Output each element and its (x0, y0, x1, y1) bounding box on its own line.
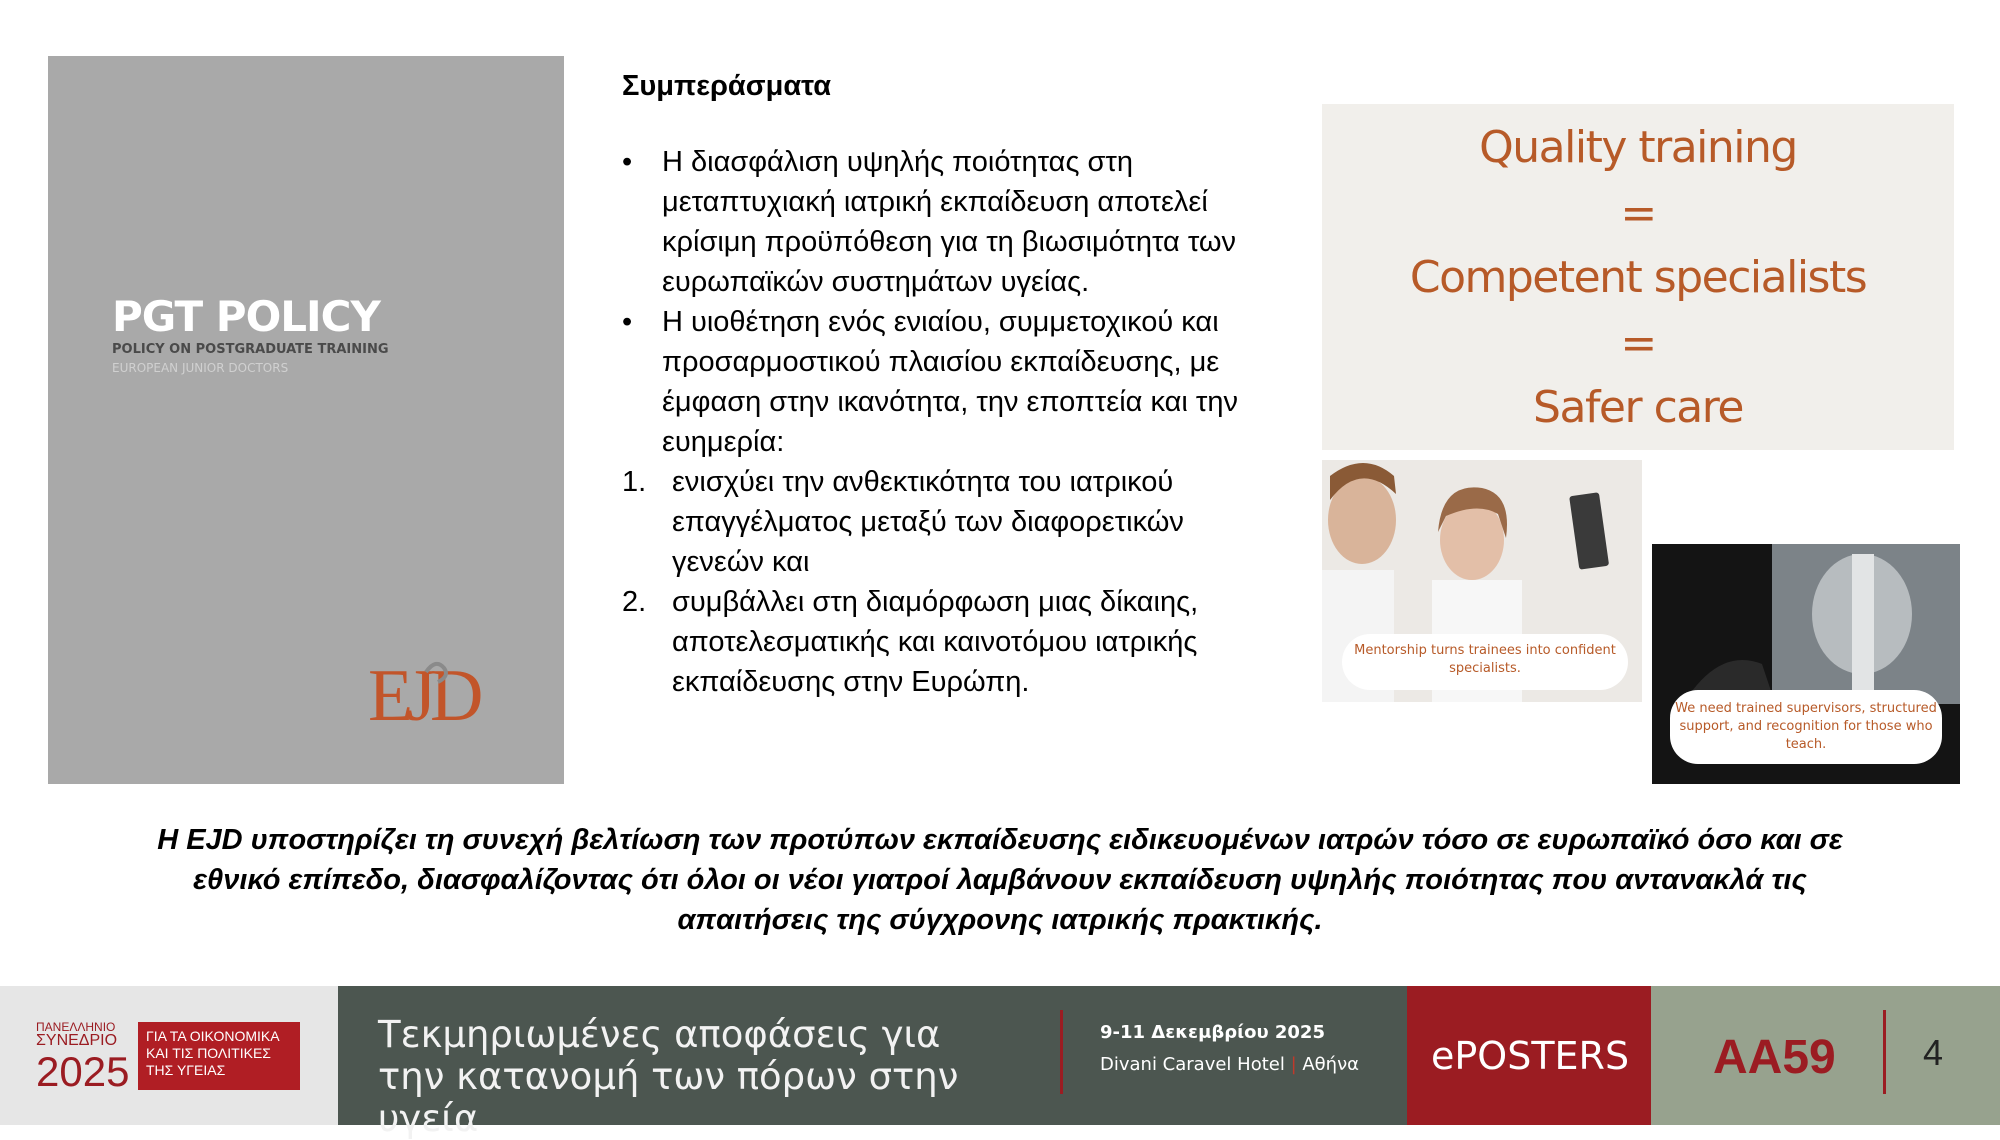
congress-label-2: ΣΥΝΕΔΡΙΟ (36, 1032, 118, 1049)
ejd-logo (368, 642, 508, 742)
bullet-text: Η διασφάλιση υψηλής ποιότητας στη μεταπτυχιακή ιατρική εκπαίδευση αποτελεί κρίσιμη προϋπόθεση για τη βιωσιμότητα των ευρωπαϊκών συστημάτων υγείας. (662, 146, 1237, 298)
congress-label: ΠΑΝΕΛΛΗΝΙΟ (36, 1020, 116, 1034)
congress-year: 2025 (36, 1048, 130, 1095)
numbered-text: ενισχύει την ανθεκτικότητα του ιατρικού επαγγέλματος μεταξύ των διαφορετικών γενεών και (672, 466, 1184, 578)
eposters-block (1407, 986, 1651, 1125)
quality-training-graphic (1322, 104, 1954, 450)
congress-theme: Τεκμηριωμένες αποφάσεις για την κατανομή των πόρων στην υγεία (378, 1013, 959, 1140)
equals-sign: = (1620, 318, 1656, 369)
supervisors-caption: We need trained supervisors, structured support, and recognition for those who teach. (1670, 690, 1942, 764)
bullet-item (622, 142, 1282, 302)
venue-city: Αθήνα (1302, 1054, 1360, 1075)
quality-line: Safer care (1533, 382, 1743, 433)
footer-banner (0, 986, 2000, 1140)
xray-photo (1652, 544, 1960, 784)
eposters-label: ePOSTERS (1431, 1034, 1630, 1078)
pgt-policy-cover (48, 56, 564, 784)
conclusions-title: Συμπεράσματα (622, 70, 832, 102)
bullet-text: Η υιοθέτηση ενός ενιαίου, συμμετοχικού και προσαρμοστικού πλαισίου εκπαίδευσης, με έμφαση στην ικανότητα, την εποπτεία και την ευημερία: (662, 306, 1238, 458)
numbered-text: συμβάλλει στη διαμόρφωση μιας δίκαιης, αποτελεσματικής και καινοτόμου ιατρικής εκπαίδευσης στην Ευρώπη. (672, 586, 1199, 698)
numbered-item (622, 462, 1282, 582)
theme-block (338, 986, 1407, 1140)
quality-line: Competent specialists (1409, 252, 1867, 303)
divider (1060, 1010, 1063, 1094)
conclusions-section (622, 66, 1282, 702)
cover-title: PGT POLICY (112, 292, 380, 341)
congress-tagline: ΓΙΑ ΤΑ ΟΙΚΟΝΟΜΙΚΑ ΚΑΙ ΤΙΣ ΠΟΛΙΤΙΚΕΣ ΤΗΣ ΥΓΕΙΑΣ (138, 1022, 300, 1090)
divider (1883, 1010, 1886, 1094)
mentorship-photo (1322, 460, 1642, 702)
bullet-icon: • (622, 146, 633, 178)
congress-dates: 9-11 Δεκεμβρίου 2025 (1100, 1022, 1325, 1043)
cover-subtitle: POLICY ON POSTGRADUATE TRAINING (112, 342, 389, 357)
bullet-icon: • (622, 306, 633, 338)
cover-org: EUROPEAN JUNIOR DOCTORS (112, 361, 289, 375)
mentorship-caption: Mentorship turns trainees into confident specialists. (1342, 634, 1628, 690)
svg-text:EJD: EJD (368, 655, 478, 737)
summary-statement: Η EJD υποστηρίζει τη συνεχή βελτίωση των προτύπων εκπαίδευσης ειδικευομένων ιατρών τόσο σε ευρωπαϊκό όσο και σε εθνικό επίπεδο, διασφαλίζοντας ότι όλοι οι νέοι γιατροί λαμβάνουν εκπαίδευση υψηλής ποιότητας που αντανακλά τις απαιτήσεις της σύγχρονης ιατρικής πρακτικής. (157, 824, 1843, 936)
poster-code: AA59 (1713, 1031, 1836, 1084)
venue-line: Divani Caravel Hotel | Αθήνα (1100, 1054, 1360, 1075)
number-marker: 1. (622, 466, 647, 498)
number-marker: 2. (622, 586, 647, 618)
numbered-item (622, 582, 1282, 702)
poster-code-block (1651, 986, 2000, 1125)
quality-line: Quality training (1479, 122, 1797, 173)
venue-name: Divani Caravel Hotel (1100, 1054, 1285, 1075)
congress-logo-block (0, 986, 338, 1125)
equals-sign: = (1620, 188, 1656, 239)
page-number: 4 (1923, 1032, 1944, 1073)
bullet-item (622, 302, 1282, 462)
